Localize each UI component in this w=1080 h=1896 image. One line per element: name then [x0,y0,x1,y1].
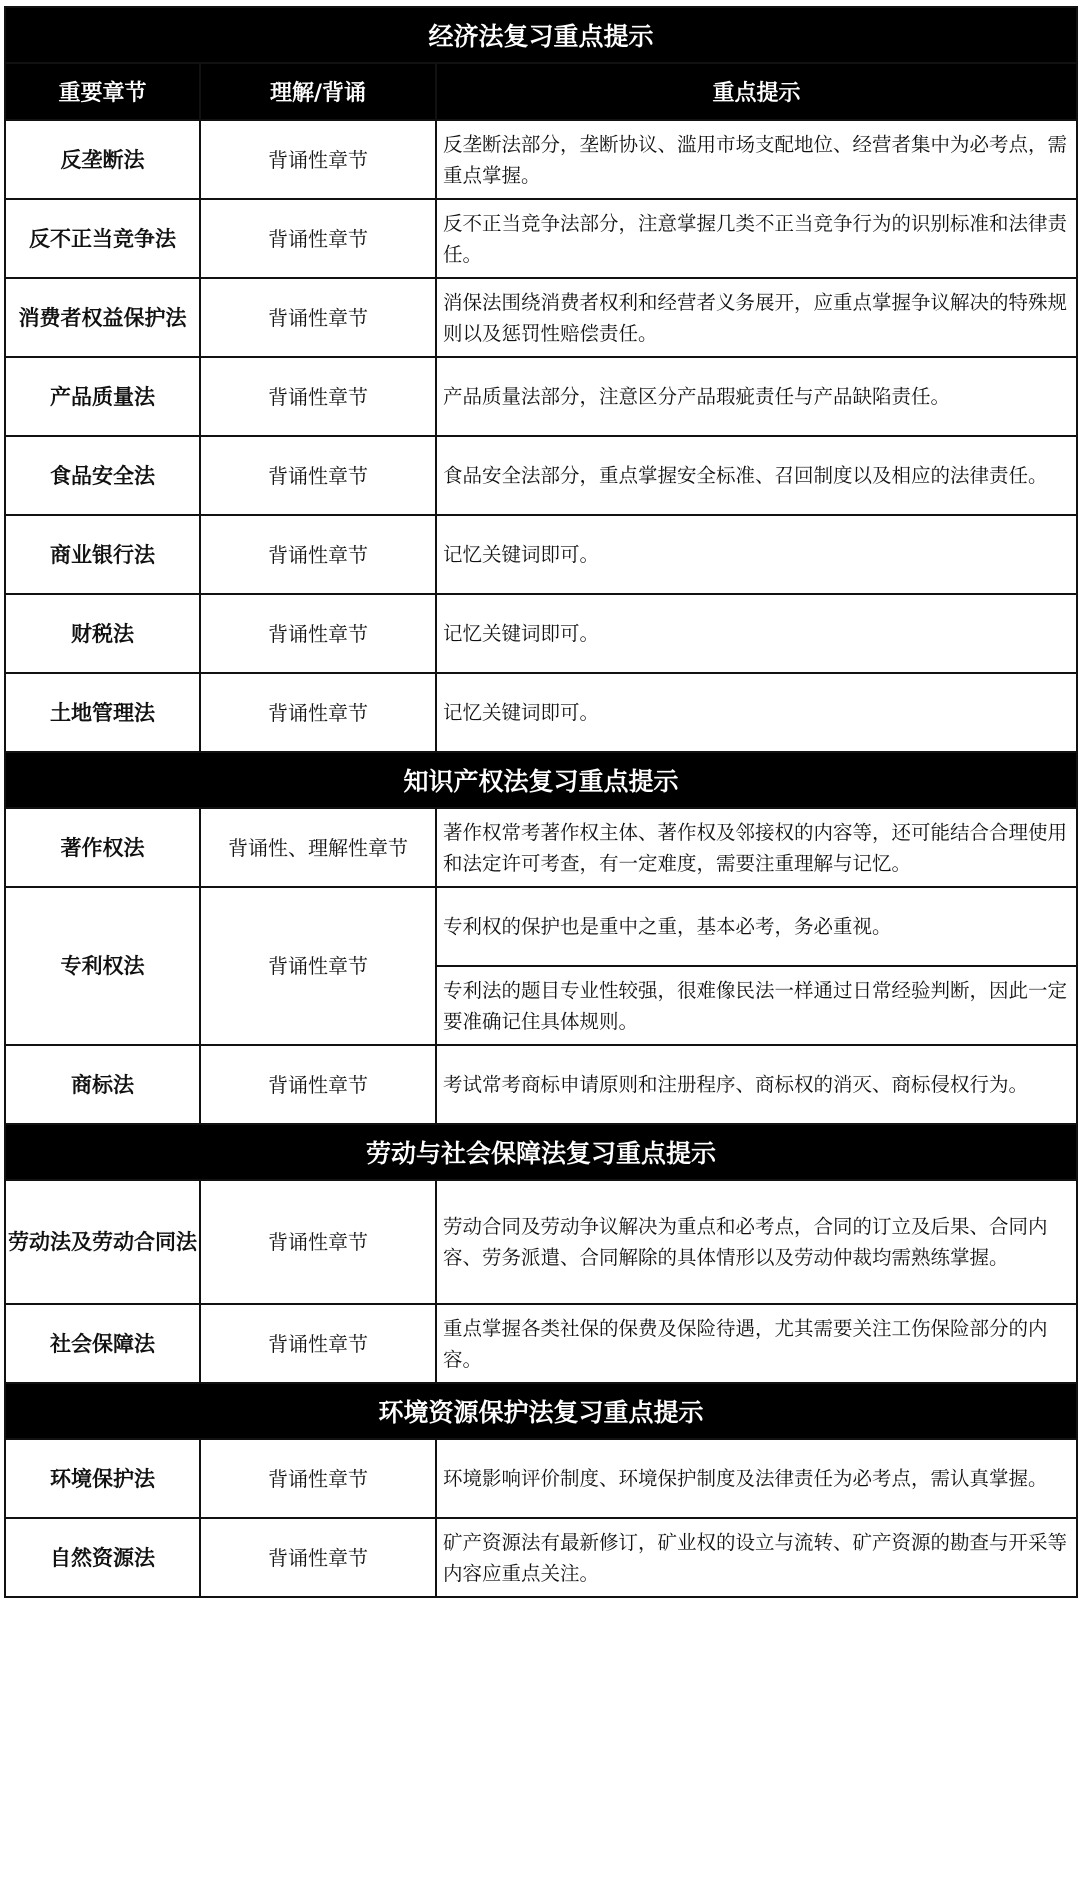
note-cell: 专利法的题目专业性较强，很难像民法一样通过日常经验判断，因此一定要准确记住具体规则。 [436,966,1077,1045]
note-cell: 劳动合同及劳动争议解决为重点和必考点，合同的订立及后果、合同内容、劳务派遣、合同解除的具体情形以及劳动仲裁均需熟练掌握。 [436,1180,1077,1304]
note-cell: 记忆关键词即可。 [436,673,1077,752]
table-row [5,1518,1077,1597]
chapter-cell: 专利权法 [5,887,200,1045]
column-header-chapter: 重要章节 [5,63,200,120]
table-row [5,594,1077,673]
table-row [5,1180,1077,1304]
column-header-notes: 重点提示 [436,63,1077,120]
note-cell: 考试常考商标申请原则和注册程序、商标权的消灭、商标侵权行为。 [436,1045,1077,1124]
chapter-cell: 财税法 [5,594,200,673]
mode-cell: 背诵性章节 [200,120,436,199]
chapter-cell: 著作权法 [5,808,200,887]
table-row [5,436,1077,515]
chapter-cell: 反垄断法 [5,120,200,199]
mode-cell: 背诵性章节 [200,278,436,357]
section-title-row [5,7,1077,63]
chapter-cell: 产品质量法 [5,357,200,436]
note-cell: 反垄断法部分，垄断协议、滥用市场支配地位、经营者集中为必考点，需重点掌握。 [436,120,1077,199]
note-cell: 记忆关键词即可。 [436,515,1077,594]
mode-cell: 背诵性章节 [200,673,436,752]
section-title: 经济法复习重点提示 [5,7,1077,63]
section-title-row [5,752,1077,808]
chapter-cell: 土地管理法 [5,673,200,752]
table-row [5,887,1077,966]
table-row [5,515,1077,594]
chapter-cell: 环境保护法 [5,1439,200,1518]
chapter-cell: 商标法 [5,1045,200,1124]
note-cell: 反不正当竞争法部分，注意掌握几类不正当竞争行为的识别标准和法律责任。 [436,199,1077,278]
mode-cell: 背诵性章节 [200,357,436,436]
note-cell: 食品安全法部分，重点掌握安全标准、召回制度以及相应的法律责任。 [436,436,1077,515]
table-row [5,1439,1077,1518]
mode-cell: 背诵性章节 [200,1045,436,1124]
mode-cell: 背诵性章节 [200,1518,436,1597]
chapter-cell: 食品安全法 [5,436,200,515]
chapter-cell: 社会保障法 [5,1304,200,1383]
note-cell: 产品质量法部分，注意区分产品瑕疵责任与产品缺陷责任。 [436,357,1077,436]
mode-cell: 背诵性章节 [200,199,436,278]
section-title: 环境资源保护法复习重点提示 [5,1383,1077,1439]
mode-cell: 背诵性章节 [200,594,436,673]
mode-cell: 背诵性章节 [200,1439,436,1518]
section-title-row [5,1124,1077,1180]
note-cell: 专利权的保护也是重中之重，基本必考，务必重视。 [436,887,1077,966]
note-cell: 著作权常考著作权主体、著作权及邻接权的内容等，还可能结合合理使用和法定许可考查，有一定难度，需要注重理解与记忆。 [436,808,1077,887]
mode-cell: 背诵性章节 [200,436,436,515]
section-title: 知识产权法复习重点提示 [5,752,1077,808]
mode-cell: 背诵性章节 [200,887,436,1045]
table-row [5,1304,1077,1383]
note-cell: 矿产资源法有最新修订，矿业权的设立与流转、矿产资源的勘查与开采等内容应重点关注。 [436,1518,1077,1597]
table-row [5,673,1077,752]
section-title-row [5,1383,1077,1439]
table-row [5,278,1077,357]
chapter-cell: 自然资源法 [5,1518,200,1597]
chapter-cell: 劳动法及劳动合同法 [5,1180,200,1304]
note-cell: 记忆关键词即可。 [436,594,1077,673]
table-row [5,1045,1077,1124]
note-cell: 环境影响评价制度、环境保护制度及法律责任为必考点，需认真掌握。 [436,1439,1077,1518]
mode-cell: 背诵性章节 [200,1180,436,1304]
chapter-cell: 商业银行法 [5,515,200,594]
review-table [4,6,1078,1598]
table-row [5,808,1077,887]
chapter-cell: 反不正当竞争法 [5,199,200,278]
table-row [5,357,1077,436]
note-cell: 消保法围绕消费者权利和经营者义务展开，应重点掌握争议解决的特殊规则以及惩罚性赔偿责任。 [436,278,1077,357]
table-row [5,120,1077,199]
mode-cell: 背诵性、理解性章节 [200,808,436,887]
mode-cell: 背诵性章节 [200,1304,436,1383]
column-header-row [5,63,1077,120]
column-header-mode: 理解/背诵 [200,63,436,120]
table-row [5,199,1077,278]
note-cell: 重点掌握各类社保的保费及保险待遇，尤其需要关注工伤保险部分的内容。 [436,1304,1077,1383]
mode-cell: 背诵性章节 [200,515,436,594]
section-title: 劳动与社会保障法复习重点提示 [5,1124,1077,1180]
chapter-cell: 消费者权益保护法 [5,278,200,357]
page [4,0,1076,1598]
